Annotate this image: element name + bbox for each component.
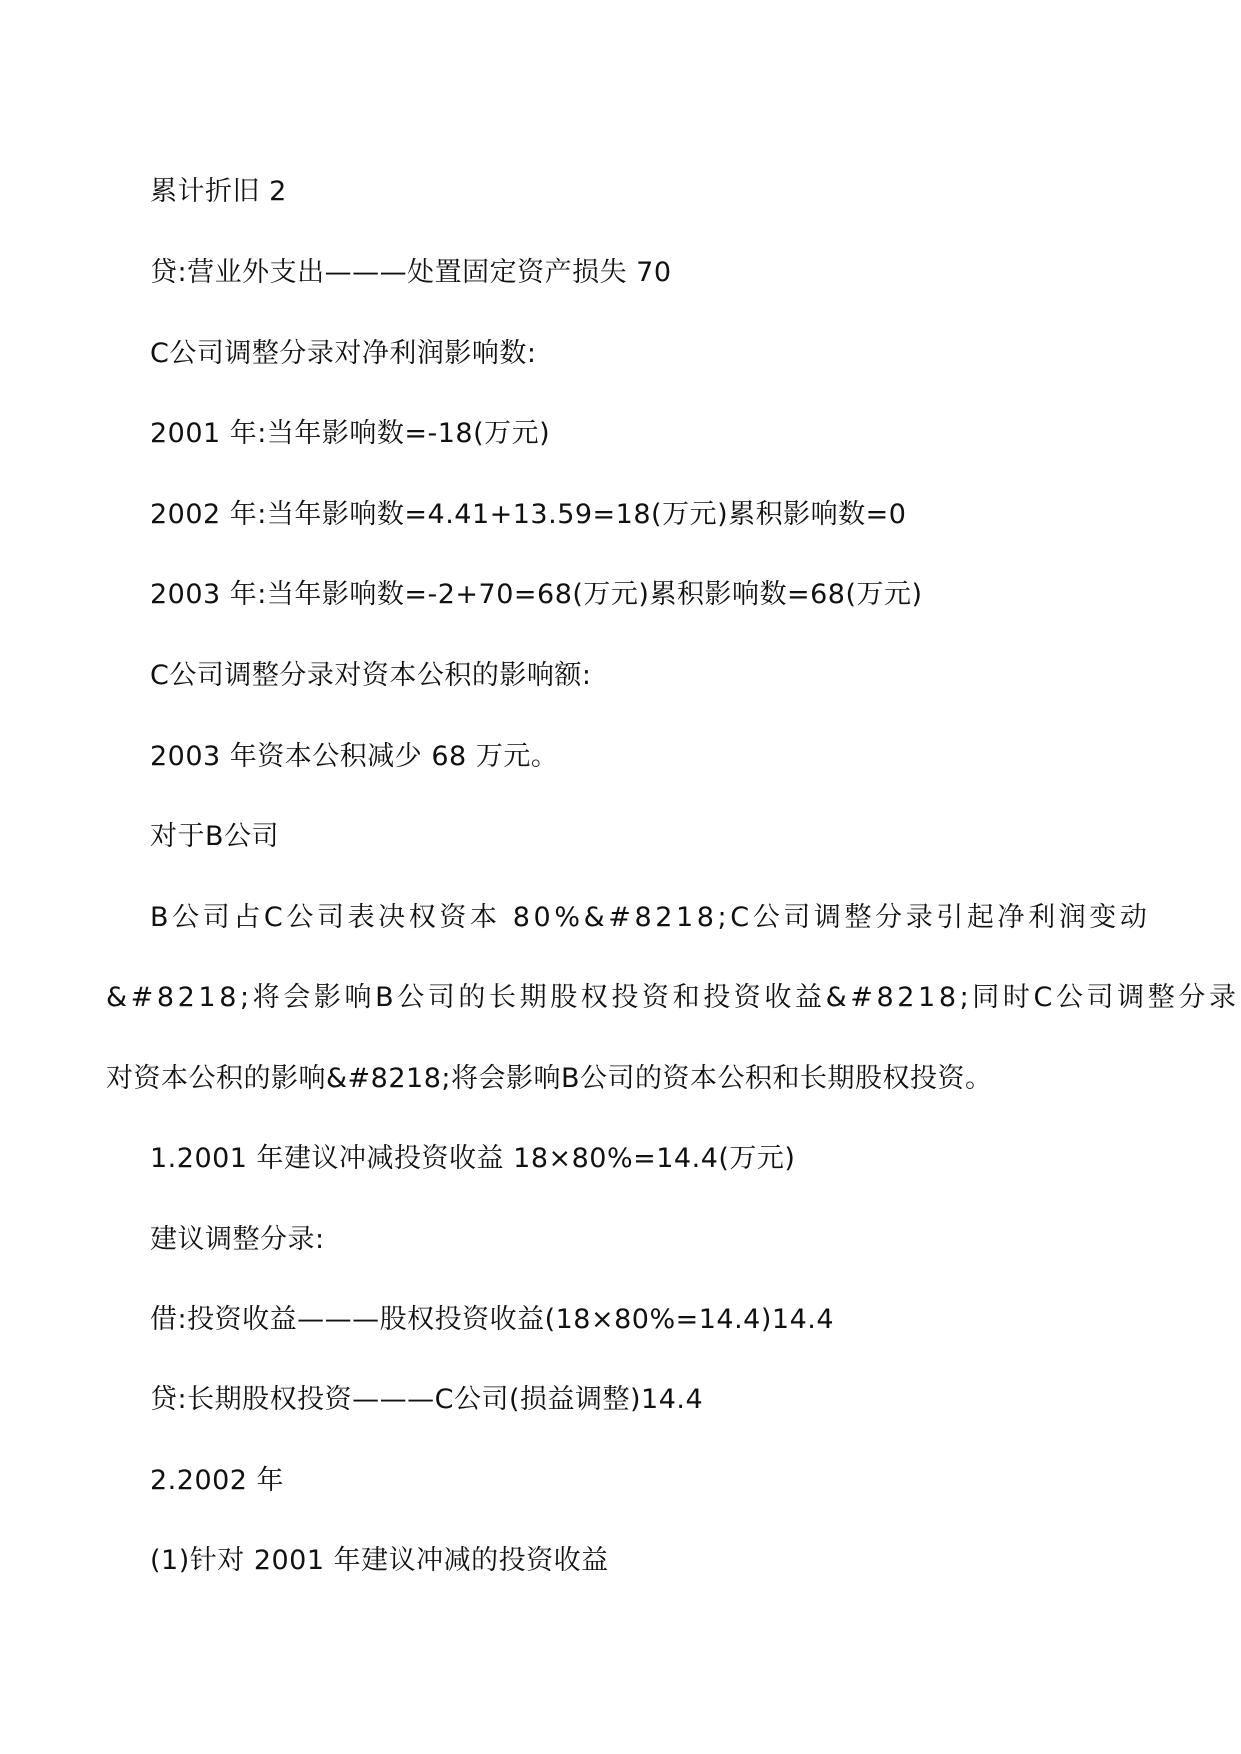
text-line: 建议调整分录: (150, 1224, 325, 1255)
text-line: 借:投资收益———股权投资收益(18×80%=14.4)14.4 (150, 1304, 835, 1335)
text-line: 2002 年:当年影响数=4.41+13.59=18(万元)累积影响数=0 (150, 499, 907, 530)
text-line: 对于B公司 (150, 821, 280, 852)
text-line: 累计折旧 2 (150, 176, 287, 207)
paragraph-line: &#8218;将会影响B公司的长期股权投资和投资收益&#8218;同时C公司调整分录 (106, 982, 1240, 1013)
text-line: 2.2002 年 (150, 1465, 285, 1496)
text-line: (1)针对 2001 年建议冲减的投资收益 (150, 1545, 609, 1576)
text-line: 2003 年资本公积减少 68 万元。 (150, 741, 559, 772)
text-line: C公司调整分录对资本公积的影响额: (150, 660, 592, 691)
text-line: C公司调整分录对净利润影响数: (150, 338, 537, 369)
text-line: 贷:营业外支出———处置固定资产损失 70 (150, 257, 672, 288)
paragraph-line: 对资本公积的影响&#8218;将会影响B公司的资本公积和长期股权投资。 (106, 1063, 993, 1094)
text-line: 2001 年:当年影响数=-18(万元) (150, 418, 551, 449)
paragraph-line: B公司占C公司表决权资本 80%&#8218;C公司调整分录引起净利润变动 (150, 902, 1151, 933)
text-line: 贷:长期股权投资———C公司(损益调整)14.4 (150, 1384, 704, 1415)
text-line: 1.2001 年建议冲减投资收益 18×80%=14.4(万元) (150, 1143, 796, 1174)
text-line: 2003 年:当年影响数=-2+70=68(万元)累积影响数=68(万元) (150, 579, 923, 610)
